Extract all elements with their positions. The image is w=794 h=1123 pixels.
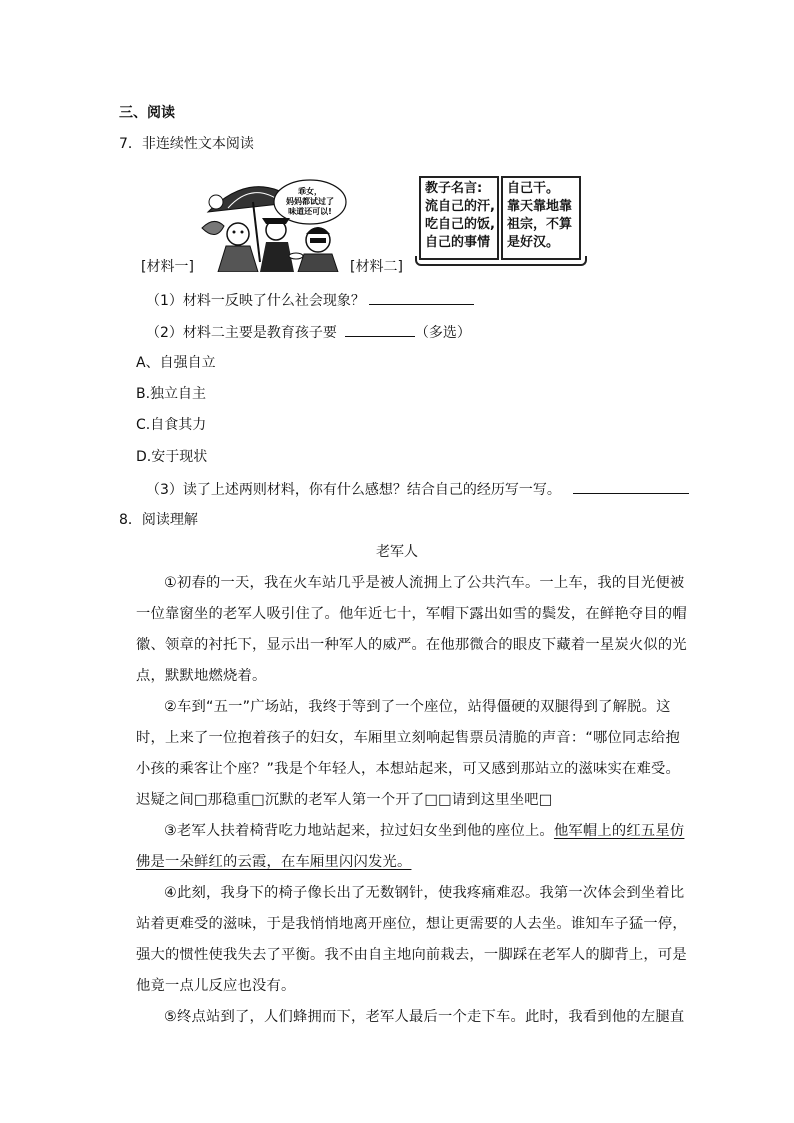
cartoon-illustration bbox=[198, 172, 348, 272]
article-line: 一位靠窗坐的老军人吸引住了。他年近七十，军帽下露出如雪的鬓发，在鲜艳夺目的帽 bbox=[136, 606, 687, 622]
underlined-sentence-continued: 佛是一朵鲜红的云霞，在车厢里闪闪发光。 bbox=[136, 854, 412, 870]
book-left-line: 教子名言: bbox=[425, 181, 483, 196]
book-left-line: 吃自己的饭, bbox=[425, 217, 495, 232]
option-c: C.自食其力 bbox=[136, 417, 207, 433]
option-a: A、自强自立 bbox=[136, 355, 216, 371]
material-one-label: [材料一] bbox=[141, 259, 194, 275]
book-left-page bbox=[419, 176, 499, 260]
option-d: D.安于现状 bbox=[136, 449, 208, 465]
article-line: 站着更难受的滋味，于是我悄悄地离开座位，想让更需要的人去坐。谁知车子猛一停， bbox=[136, 916, 687, 932]
book-right-page bbox=[501, 176, 581, 260]
article-line: 强大的惯性使我失去了平衡。我不由自主地向前栽去，一脚踩在老军人的脚背上，可是 bbox=[136, 947, 687, 963]
article-line: 时，上来了一位抱着孩子的妇女，车厢里立刻响起售票员清脆的声音：“哪位同志给抱 bbox=[136, 730, 680, 746]
question-7-sub-3: （3）读了上述两则材料，你有什么感想？结合自己的经历写一写。 bbox=[146, 478, 689, 500]
cartoon-caption-2: 妈妈都试过了 bbox=[286, 197, 334, 206]
article-line: 迟疑之间□那稳重□沉默的老军人第一个开了□□请到这里坐吧□ bbox=[136, 792, 553, 808]
article-line: ①初春的一天，我在火车站几乎是被人流拥上了公共汽车。一上车，我的目光便被 bbox=[164, 575, 685, 591]
book-right-line: 靠天靠地靠 bbox=[507, 199, 573, 214]
material-two-label: [材料二] bbox=[350, 259, 403, 275]
answer-blank-2[interactable] bbox=[345, 321, 415, 337]
article-line: ④此刻，我身下的椅子像长出了无数钢针，使我疼痛难忍。我第一次体会到坐着比 bbox=[164, 885, 685, 901]
book-left-line: 自己的事情 bbox=[425, 235, 491, 250]
answer-blank-3[interactable] bbox=[573, 478, 689, 494]
book-left-line: 流自己的汗, bbox=[425, 199, 495, 214]
section-heading: 三、阅读 bbox=[119, 105, 175, 121]
article-line: ③老军人扶着椅背吃力地站起来，拉过妇女坐到他的座位上。他军帽上的红五星仿 bbox=[164, 823, 685, 839]
answer-blank-1[interactable] bbox=[369, 289, 474, 305]
question-7-sub-2: （2）材料二主要是教育孩子要 （多选） bbox=[146, 321, 471, 343]
option-b: B.独立自主 bbox=[136, 386, 207, 402]
cartoon-caption-3: 味道还可以! bbox=[288, 207, 332, 216]
article-line: 小孩的乘客让个座？”我是个年轻人，本想站起来，可又感到那站立的滋味实在难受。 bbox=[136, 761, 680, 777]
article-line: 他竟一点儿反应也没有。 bbox=[136, 978, 296, 994]
article-line: ②车到“五一”广场站，我终于等到了一个座位，站得僵硬的双腿得到了解脱。这 bbox=[164, 699, 671, 715]
question-7-sub-1: （1）材料一反映了什么社会现象？ bbox=[146, 289, 474, 311]
book-right-line: 是好汉。 bbox=[507, 235, 560, 250]
article-title: 老军人 bbox=[376, 544, 418, 560]
article-line: ⑤终点站到了，人们蜂拥而下，老军人最后一个走下车。此时，我看到他的左腿直 bbox=[164, 1009, 685, 1025]
article-line: 徽、领章的衬托下，显示出一种军人的威严。在他那微合的眼皮下藏着一星炭火似的光 bbox=[136, 637, 687, 653]
book-right-line: 自己干。 bbox=[507, 181, 560, 196]
question-7-title: 7．非连续性文本阅读 bbox=[119, 136, 254, 152]
book-base bbox=[415, 256, 587, 266]
article-line: 点，默默地燃烧着。 bbox=[136, 668, 267, 684]
book-illustration bbox=[415, 170, 587, 266]
book-right-line: 祖宗，不算 bbox=[507, 217, 573, 232]
cartoon-caption-1: 乖女， bbox=[298, 187, 322, 196]
underlined-sentence: 他军帽上的红五星仿 bbox=[553, 823, 685, 839]
question-8-title: 8．阅读理解 bbox=[119, 512, 198, 528]
